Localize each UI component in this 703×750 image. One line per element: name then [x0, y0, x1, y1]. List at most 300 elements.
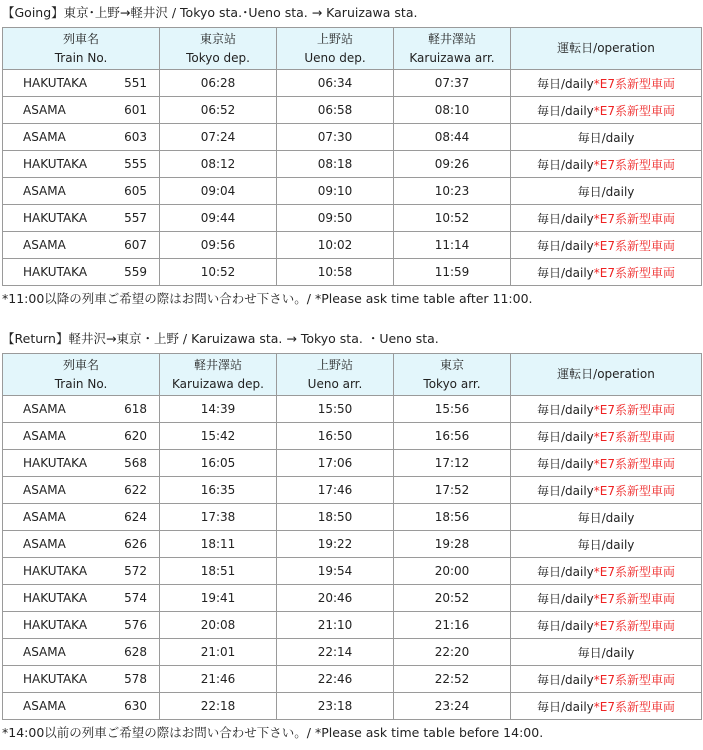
- train-number: 557: [124, 211, 147, 225]
- return-header-label: 運転日/operation: [557, 367, 655, 381]
- table-row: [3, 205, 702, 232]
- table-row: [3, 450, 702, 477]
- return-header-label: Ueno arr.: [307, 376, 363, 391]
- time-value: 08:18: [317, 157, 353, 171]
- time-cell: [277, 666, 394, 693]
- table-row: [3, 396, 702, 423]
- time-value: 20:46: [317, 591, 353, 605]
- train-cell: [3, 450, 160, 477]
- time-value: 22:18: [200, 699, 236, 713]
- time-cell: [160, 205, 277, 232]
- time-value: 07:30: [317, 130, 353, 144]
- train-wrap: [3, 265, 159, 279]
- e7-note: *E7系新型車両: [593, 402, 675, 417]
- return-header-label: Karuizawa dep.: [172, 376, 264, 391]
- train-cell: [3, 97, 160, 124]
- time-value: 07:24: [200, 130, 236, 144]
- train-number: 551: [124, 76, 147, 90]
- operation-cell: [511, 477, 702, 504]
- operation-text: 毎日/daily: [536, 564, 594, 579]
- time-cell: [160, 477, 277, 504]
- train-cell: [3, 151, 160, 178]
- train-name: ASAMA: [23, 103, 66, 117]
- table-row: [3, 124, 702, 151]
- time-cell: [394, 423, 511, 450]
- time-cell: [394, 97, 511, 124]
- time-value: 19:22: [317, 537, 353, 551]
- train-wrap: [3, 483, 159, 497]
- time-cell: [277, 612, 394, 639]
- time-cell: [394, 477, 511, 504]
- going-header-label: 東京站: [199, 31, 236, 46]
- operation-cell: [511, 585, 702, 612]
- going-note: *11:00以降の列車ご希望の際はお問い合わせ下さい。/ *Please ask time table after 11:00.: [2, 291, 533, 306]
- time-value: 19:54: [317, 564, 353, 578]
- table-row: [3, 693, 702, 720]
- time-value: 06:28: [200, 76, 236, 90]
- train-wrap: [3, 402, 159, 416]
- train-wrap: [3, 699, 159, 713]
- train-wrap: [3, 645, 159, 659]
- time-value: 18:11: [200, 537, 236, 551]
- time-value: 22:52: [434, 672, 470, 686]
- time-value: 16:56: [434, 429, 470, 443]
- operation-cell: [511, 205, 702, 232]
- time-cell: [277, 639, 394, 666]
- time-cell: [160, 423, 277, 450]
- time-value: 07:37: [434, 76, 470, 90]
- return-header-label: 東京: [439, 357, 464, 372]
- time-value: 11:59: [434, 265, 470, 279]
- operation-text: 毎日/daily: [536, 699, 594, 714]
- going-header-label: 上野站: [316, 31, 353, 46]
- time-cell: [277, 151, 394, 178]
- table-row: [3, 232, 702, 259]
- going-header-label: Tokyo dep.: [186, 50, 250, 65]
- train-name: HAKUTAKA: [23, 265, 88, 279]
- operation-cell: [511, 693, 702, 720]
- operation-text: 毎日/daily: [536, 211, 594, 226]
- train-cell: [3, 396, 160, 423]
- train-number: 601: [124, 103, 147, 117]
- train-cell: [3, 693, 160, 720]
- time-cell: [160, 259, 277, 286]
- table-row: [3, 504, 702, 531]
- train-cell: [3, 178, 160, 205]
- train-number: 618: [124, 402, 147, 416]
- time-value: 20:08: [200, 618, 236, 632]
- operation-cell: [511, 639, 702, 666]
- time-cell: [277, 124, 394, 151]
- time-cell: [394, 232, 511, 259]
- operation-text: 毎日/daily: [577, 130, 635, 145]
- operation-text: 毎日/daily: [577, 537, 635, 552]
- operation-cell: [511, 396, 702, 423]
- time-value: 06:52: [200, 103, 236, 117]
- time-cell: [394, 558, 511, 585]
- operation-cell: [511, 97, 702, 124]
- time-cell: [277, 396, 394, 423]
- operation-text: 毎日/daily: [577, 645, 635, 660]
- train-cell: [3, 124, 160, 151]
- time-cell: [394, 259, 511, 286]
- time-cell: [160, 612, 277, 639]
- time-value: 16:05: [200, 456, 236, 470]
- return-header-label: Tokyo arr.: [423, 376, 481, 391]
- operation-cell: [511, 232, 702, 259]
- time-value: 17:38: [200, 510, 236, 524]
- time-cell: [160, 232, 277, 259]
- time-cell: [160, 666, 277, 693]
- operation-text: 毎日/daily: [536, 672, 594, 687]
- time-cell: [277, 70, 394, 97]
- going-section-title: 【Going】東京･上野→軽井沢 / Tokyo sta.･Ueno sta. → Karuizawa sta.: [2, 5, 418, 20]
- going-timetable: [2, 27, 702, 286]
- time-value: 19:41: [200, 591, 236, 605]
- train-number: 624: [124, 510, 147, 524]
- going-header-row: [3, 28, 702, 70]
- time-cell: [160, 396, 277, 423]
- time-value: 17:06: [317, 456, 353, 470]
- time-cell: [394, 531, 511, 558]
- time-value: 17:12: [434, 456, 470, 470]
- time-value: 16:35: [200, 483, 236, 497]
- time-cell: [277, 558, 394, 585]
- operation-cell: [511, 558, 702, 585]
- time-cell: [277, 205, 394, 232]
- time-cell: [277, 693, 394, 720]
- time-value: 20:52: [434, 591, 470, 605]
- going-header-label: 軽井澤站: [427, 31, 476, 46]
- time-cell: [394, 693, 511, 720]
- table-row: [3, 639, 702, 666]
- time-cell: [394, 504, 511, 531]
- time-cell: [394, 450, 511, 477]
- time-value: 10:23: [434, 184, 470, 198]
- time-value: 23:24: [434, 699, 470, 713]
- time-cell: [394, 639, 511, 666]
- time-cell: [160, 639, 277, 666]
- train-cell: [3, 259, 160, 286]
- train-name: ASAMA: [23, 699, 66, 713]
- operation-text: 毎日/daily: [536, 483, 594, 498]
- train-wrap: [3, 618, 159, 632]
- train-name: HAKUTAKA: [23, 564, 88, 578]
- going-header-cell: [160, 28, 277, 70]
- train-number: 628: [124, 645, 147, 659]
- time-cell: [394, 151, 511, 178]
- train-cell: [3, 639, 160, 666]
- time-cell: [394, 70, 511, 97]
- time-value: 08:44: [434, 130, 470, 144]
- train-wrap: [3, 157, 159, 171]
- return-timetable: [2, 353, 702, 720]
- time-cell: [277, 450, 394, 477]
- time-value: 10:02: [317, 238, 353, 252]
- train-name: ASAMA: [23, 537, 66, 551]
- operation-text: 毎日/daily: [536, 402, 594, 417]
- train-cell: [3, 531, 160, 558]
- train-wrap: [3, 591, 159, 605]
- time-cell: [277, 232, 394, 259]
- time-cell: [160, 151, 277, 178]
- time-value: 06:58: [317, 103, 353, 117]
- train-name: ASAMA: [23, 402, 66, 416]
- e7-note: *E7系新型車両: [593, 672, 675, 687]
- train-cell: [3, 232, 160, 259]
- return-header-cell: [160, 354, 277, 396]
- time-value: 21:01: [200, 645, 236, 659]
- train-cell: [3, 70, 160, 97]
- table-row: [3, 612, 702, 639]
- train-number: 572: [124, 564, 147, 578]
- time-value: 10:52: [200, 265, 236, 279]
- e7-note: *E7系新型車両: [593, 211, 675, 226]
- time-value: 09:04: [200, 184, 236, 198]
- time-value: 10:52: [434, 211, 470, 225]
- going-header-cell: [277, 28, 394, 70]
- train-name: HAKUTAKA: [23, 618, 88, 632]
- return-table-body: [3, 396, 702, 720]
- train-number: 607: [124, 238, 147, 252]
- train-wrap: [3, 238, 159, 252]
- time-value: 18:51: [200, 564, 236, 578]
- time-value: 09:50: [317, 211, 353, 225]
- train-wrap: [3, 76, 159, 90]
- table-row: [3, 585, 702, 612]
- time-cell: [277, 531, 394, 558]
- operation-cell: [511, 151, 702, 178]
- table-row: [3, 666, 702, 693]
- e7-note: *E7系新型車両: [593, 591, 675, 606]
- e7-note: *E7系新型車両: [593, 564, 675, 579]
- train-wrap: [3, 564, 159, 578]
- time-cell: [160, 70, 277, 97]
- going-header-cell: [3, 28, 160, 70]
- train-number: 559: [124, 265, 147, 279]
- train-wrap: [3, 130, 159, 144]
- time-cell: [394, 124, 511, 151]
- time-cell: [160, 97, 277, 124]
- time-cell: [277, 585, 394, 612]
- table-row: [3, 423, 702, 450]
- train-name: ASAMA: [23, 238, 66, 252]
- return-header-cell: [277, 354, 394, 396]
- train-name: HAKUTAKA: [23, 211, 88, 225]
- time-value: 15:42: [200, 429, 236, 443]
- operation-text: 毎日/daily: [536, 618, 594, 633]
- time-value: 06:34: [317, 76, 353, 90]
- time-cell: [160, 178, 277, 205]
- train-wrap: [3, 672, 159, 686]
- train-cell: [3, 477, 160, 504]
- operation-text: 毎日/daily: [536, 429, 594, 444]
- table-row: [3, 259, 702, 286]
- e7-note: *E7系新型車両: [593, 699, 675, 714]
- train-cell: [3, 666, 160, 693]
- time-cell: [394, 666, 511, 693]
- going-header-label: Karuizawa arr.: [409, 50, 495, 65]
- time-value: 18:50: [317, 510, 353, 524]
- train-name: HAKUTAKA: [23, 672, 88, 686]
- return-header-label: Train No.: [54, 376, 108, 391]
- time-value: 15:56: [434, 402, 470, 416]
- return-header-label: 列車名: [62, 357, 99, 372]
- table-row: [3, 70, 702, 97]
- train-number: 622: [124, 483, 147, 497]
- train-cell: [3, 585, 160, 612]
- going-table-body: [3, 70, 702, 286]
- return-header-row: [3, 354, 702, 396]
- train-number: 620: [124, 429, 147, 443]
- operation-text: 毎日/daily: [536, 456, 594, 471]
- time-value: 17:46: [317, 483, 353, 497]
- time-value: 23:18: [317, 699, 353, 713]
- time-cell: [277, 423, 394, 450]
- time-value: 19:28: [434, 537, 470, 551]
- operation-text: 毎日/daily: [536, 76, 594, 91]
- time-value: 08:12: [200, 157, 236, 171]
- operation-text: 毎日/daily: [536, 265, 594, 280]
- time-cell: [160, 693, 277, 720]
- operation-text: 毎日/daily: [536, 238, 594, 253]
- time-value: 10:58: [317, 265, 353, 279]
- time-cell: [160, 124, 277, 151]
- operation-cell: [511, 531, 702, 558]
- table-row: [3, 531, 702, 558]
- time-value: 09:10: [317, 184, 353, 198]
- return-header-cell: [394, 354, 511, 396]
- e7-note: *E7系新型車両: [593, 618, 675, 633]
- going-header-cell: [394, 28, 511, 70]
- train-name: HAKUTAKA: [23, 591, 88, 605]
- train-wrap: [3, 537, 159, 551]
- going-header-label: 運転日/operation: [557, 41, 655, 55]
- time-cell: [394, 396, 511, 423]
- time-cell: [277, 97, 394, 124]
- e7-note: *E7系新型車両: [593, 103, 675, 118]
- train-cell: [3, 504, 160, 531]
- train-number: 576: [124, 618, 147, 632]
- train-number: 574: [124, 591, 147, 605]
- e7-note: *E7系新型車両: [593, 76, 675, 91]
- time-cell: [394, 178, 511, 205]
- return-header-cell: [3, 354, 160, 396]
- time-value: 17:52: [434, 483, 470, 497]
- time-cell: [394, 612, 511, 639]
- operation-cell: [511, 178, 702, 205]
- return-header-label: 上野站: [316, 357, 353, 372]
- time-cell: [160, 531, 277, 558]
- table-row: [3, 477, 702, 504]
- table-row: [3, 151, 702, 178]
- time-value: 22:20: [434, 645, 470, 659]
- operation-text: 毎日/daily: [577, 184, 635, 199]
- table-row: [3, 97, 702, 124]
- operation-text: 毎日/daily: [536, 591, 594, 606]
- train-name: HAKUTAKA: [23, 456, 88, 470]
- table-row: [3, 558, 702, 585]
- train-number: 630: [124, 699, 147, 713]
- time-value: 08:10: [434, 103, 470, 117]
- time-value: 09:56: [200, 238, 236, 252]
- e7-note: *E7系新型車両: [593, 429, 675, 444]
- time-cell: [277, 259, 394, 286]
- time-value: 11:14: [434, 238, 470, 252]
- return-note: *14:00以前の列車ご希望の際はお問い合わせ下さい。/ *Please ask time table before 14:00.: [2, 725, 544, 740]
- operation-cell: [511, 612, 702, 639]
- operation-text: 毎日/daily: [536, 103, 594, 118]
- train-wrap: [3, 456, 159, 470]
- table-row: [3, 178, 702, 205]
- train-cell: [3, 423, 160, 450]
- time-value: 20:00: [434, 564, 470, 578]
- operation-cell: [511, 259, 702, 286]
- train-wrap: [3, 103, 159, 117]
- time-value: 21:46: [200, 672, 236, 686]
- operation-cell: [511, 70, 702, 97]
- time-value: 09:26: [434, 157, 470, 171]
- train-number: 555: [124, 157, 147, 171]
- time-value: 22:14: [317, 645, 353, 659]
- return-section-title: 【Return】軽井沢→東京・上野 / Karuizawa sta. → Tokyo sta. ・Ueno sta.: [2, 331, 439, 346]
- going-header-label: Ueno dep.: [304, 50, 366, 65]
- going-header-cell: [511, 28, 702, 70]
- time-value: 21:16: [434, 618, 470, 632]
- time-value: 14:39: [200, 402, 236, 416]
- train-name: ASAMA: [23, 184, 66, 198]
- operation-text: 毎日/daily: [536, 157, 594, 172]
- train-number: 603: [124, 130, 147, 144]
- train-name: ASAMA: [23, 130, 66, 144]
- operation-text: 毎日/daily: [577, 510, 635, 525]
- train-name: HAKUTAKA: [23, 157, 88, 171]
- operation-cell: [511, 450, 702, 477]
- e7-note: *E7系新型車両: [593, 157, 675, 172]
- e7-note: *E7系新型車両: [593, 483, 675, 498]
- train-wrap: [3, 429, 159, 443]
- train-number: 578: [124, 672, 147, 686]
- train-cell: [3, 558, 160, 585]
- time-value: 22:46: [317, 672, 353, 686]
- time-cell: [277, 504, 394, 531]
- train-number: 626: [124, 537, 147, 551]
- train-name: ASAMA: [23, 510, 66, 524]
- train-cell: [3, 612, 160, 639]
- train-cell: [3, 205, 160, 232]
- time-cell: [160, 558, 277, 585]
- train-name: ASAMA: [23, 483, 66, 497]
- train-number: 605: [124, 184, 147, 198]
- operation-cell: [511, 423, 702, 450]
- return-header-cell: [511, 354, 702, 396]
- train-wrap: [3, 510, 159, 524]
- operation-cell: [511, 124, 702, 151]
- going-header-label: 列車名: [62, 31, 99, 46]
- time-value: 09:44: [200, 211, 236, 225]
- train-wrap: [3, 211, 159, 225]
- time-cell: [160, 504, 277, 531]
- time-cell: [277, 178, 394, 205]
- time-cell: [394, 585, 511, 612]
- time-cell: [160, 450, 277, 477]
- train-name: ASAMA: [23, 645, 66, 659]
- e7-note: *E7系新型車両: [593, 456, 675, 471]
- train-name: HAKUTAKA: [23, 76, 88, 90]
- train-number: 568: [124, 456, 147, 470]
- time-value: 15:50: [317, 402, 353, 416]
- time-value: 18:56: [434, 510, 470, 524]
